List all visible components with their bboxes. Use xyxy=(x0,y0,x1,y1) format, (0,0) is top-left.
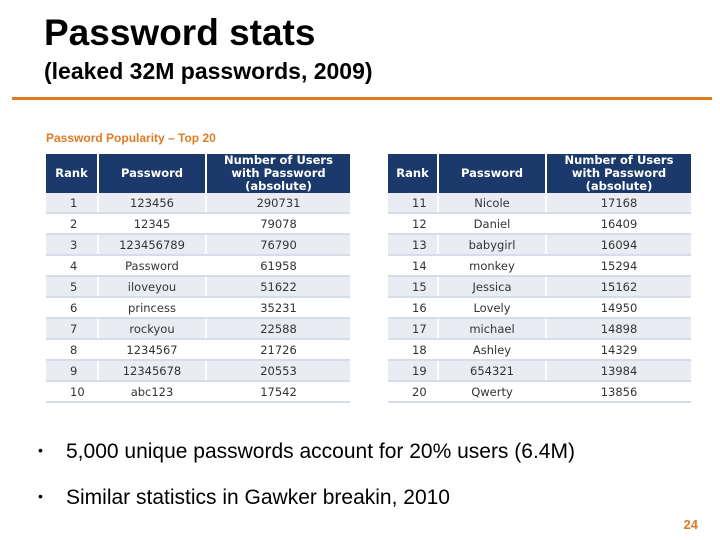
rank-cell: 6 xyxy=(46,297,98,318)
password-cell: Daniel xyxy=(438,213,546,234)
table-header-row xyxy=(46,154,350,193)
password-cell: Lovely xyxy=(438,297,546,318)
rank-cell: 12 xyxy=(388,213,438,234)
password-cell: rockyou xyxy=(98,318,206,339)
rank-cell: 3 xyxy=(46,234,98,255)
password-cell: iloveyou xyxy=(98,276,206,297)
password-cell: 1234567 xyxy=(98,339,206,360)
password-cell: monkey xyxy=(438,255,546,276)
rank-cell: 8 xyxy=(46,339,98,360)
rank-cell: 14 xyxy=(388,255,438,276)
table-row xyxy=(388,234,691,255)
table-caption: Password Popularity – Top 20 xyxy=(46,131,216,145)
table-row xyxy=(388,297,691,318)
rank-cell: 9 xyxy=(46,360,98,381)
rank-cell: 7 xyxy=(46,318,98,339)
table-row xyxy=(388,339,691,360)
password-cell: Nicole xyxy=(438,193,546,213)
table-row xyxy=(46,360,350,381)
table-row xyxy=(46,339,350,360)
password-table-left xyxy=(46,154,350,403)
table-row xyxy=(46,297,350,318)
table-row xyxy=(46,213,350,234)
user-count-cell: 16094 xyxy=(546,234,691,255)
password-table-right xyxy=(388,154,691,403)
password-cell: princess xyxy=(98,297,206,318)
password-cell: 123456789 xyxy=(98,234,206,255)
user-count-cell: 76790 xyxy=(206,234,350,255)
rank-cell: 11 xyxy=(388,193,438,213)
column-header-password: Password xyxy=(98,154,206,193)
user-count-cell: 14898 xyxy=(546,318,691,339)
table-row xyxy=(46,234,350,255)
rank-cell: 17 xyxy=(388,318,438,339)
rank-cell: 4 xyxy=(46,255,98,276)
password-cell: Ashley xyxy=(438,339,546,360)
user-count-cell: 15162 xyxy=(546,276,691,297)
column-header-password: Password xyxy=(438,154,546,193)
table-row xyxy=(46,318,350,339)
user-count-cell: 35231 xyxy=(206,297,350,318)
password-cell: Password xyxy=(98,255,206,276)
user-count-cell: 13984 xyxy=(546,360,691,381)
user-count-cell: 13856 xyxy=(546,381,691,402)
user-count-cell: 51622 xyxy=(206,276,350,297)
user-count-cell: 21726 xyxy=(206,339,350,360)
rank-cell: 10 xyxy=(46,381,98,402)
rank-cell: 1 xyxy=(46,193,98,213)
column-header-users: Number of Users with Password (absolute) xyxy=(546,154,691,193)
title-divider xyxy=(12,97,712,100)
table-row xyxy=(388,360,691,381)
rank-cell: 19 xyxy=(388,360,438,381)
column-header-rank: Rank xyxy=(388,154,438,193)
bullet-dot: • xyxy=(38,488,43,504)
user-count-cell: 16409 xyxy=(546,213,691,234)
password-cell: Qwerty xyxy=(438,381,546,402)
user-count-cell: 17542 xyxy=(206,381,350,402)
table-row xyxy=(388,255,691,276)
table-row xyxy=(46,193,350,213)
table-row xyxy=(46,276,350,297)
bullet-dot: • xyxy=(38,442,43,458)
user-count-cell: 15294 xyxy=(546,255,691,276)
table-row xyxy=(46,381,350,402)
password-cell: babygirl xyxy=(438,234,546,255)
user-count-cell: 61958 xyxy=(206,255,350,276)
slide-title: Password stats xyxy=(44,12,316,53)
bullet-text: 5,000 unique passwords account for 20% users (6.4M) xyxy=(66,440,575,463)
password-cell: 123456 xyxy=(98,193,206,213)
table-row xyxy=(46,255,350,276)
user-count-cell: 79078 xyxy=(206,213,350,234)
table-row xyxy=(388,381,691,402)
password-cell: 654321 xyxy=(438,360,546,381)
bullet-text: Similar statistics in Gawker breakin, 2010 xyxy=(66,486,450,509)
table-row xyxy=(388,276,691,297)
rank-cell: 13 xyxy=(388,234,438,255)
bullet-item xyxy=(38,486,450,510)
bullet-item xyxy=(38,440,575,464)
user-count-cell: 290731 xyxy=(206,193,350,213)
table-row xyxy=(388,213,691,234)
rank-cell: 5 xyxy=(46,276,98,297)
password-cell: Jessica xyxy=(438,276,546,297)
rank-cell: 20 xyxy=(388,381,438,402)
password-cell: michael xyxy=(438,318,546,339)
table-row xyxy=(388,193,691,213)
page-number: 24 xyxy=(683,517,698,532)
rank-cell: 16 xyxy=(388,297,438,318)
password-cell: 12345678 xyxy=(98,360,206,381)
rank-cell: 2 xyxy=(46,213,98,234)
password-cell: 12345 xyxy=(98,213,206,234)
user-count-cell: 20553 xyxy=(206,360,350,381)
user-count-cell: 14329 xyxy=(546,339,691,360)
table-header-row xyxy=(388,154,691,193)
column-header-users: Number of Users with Password (absolute) xyxy=(206,154,350,193)
password-cell: abc123 xyxy=(98,381,206,402)
user-count-cell: 22588 xyxy=(206,318,350,339)
rank-cell: 18 xyxy=(388,339,438,360)
user-count-cell: 14950 xyxy=(546,297,691,318)
user-count-cell: 17168 xyxy=(546,193,691,213)
table-row xyxy=(388,318,691,339)
column-header-rank: Rank xyxy=(46,154,98,193)
rank-cell: 15 xyxy=(388,276,438,297)
slide-subtitle: (leaked 32M passwords, 2009) xyxy=(44,58,373,84)
